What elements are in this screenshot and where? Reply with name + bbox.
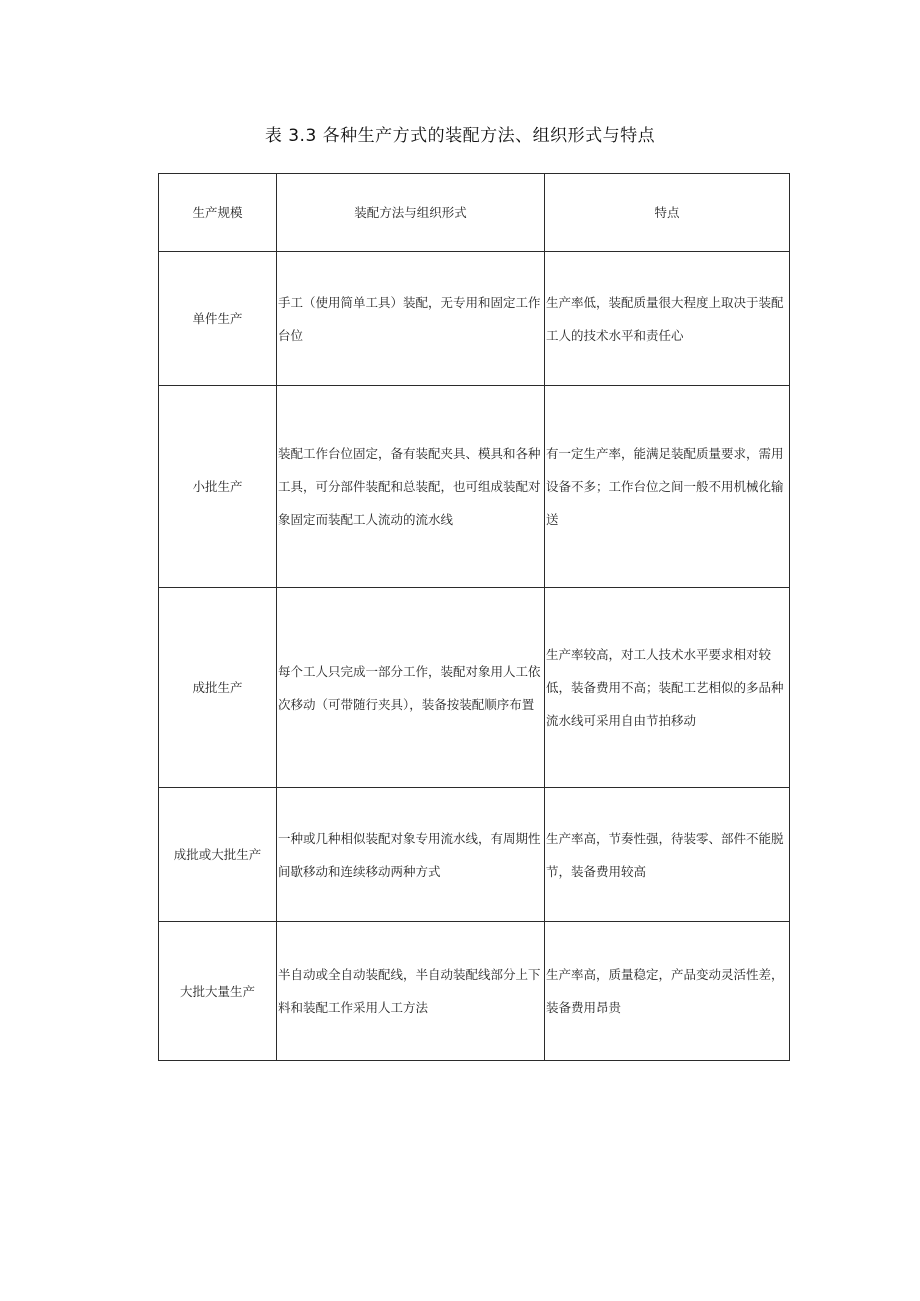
- production-methods-table: [158, 173, 790, 1061]
- table-row: [159, 252, 790, 386]
- header-method: 装配方法与组织形式: [277, 174, 545, 252]
- cell-feature: 生产率高，节奏性强，待装零、部件不能脱节，装备费用较高: [545, 788, 790, 922]
- table-row: [159, 386, 790, 588]
- cell-feature: 有一定生产率，能满足装配质量要求，需用设备不多；工作台位之间一般不用机械化输送: [545, 386, 790, 588]
- cell-scale: 成批或大批生产: [159, 788, 277, 922]
- cell-method: 装配工作台位固定，备有装配夹具、模具和各种工具，可分部件装配和总装配，也可组成装配对象固定而装配工人流动的流水线: [277, 386, 545, 588]
- header-feature: 特点: [545, 174, 790, 252]
- cell-method: 一种或几种相似装配对象专用流水线，有周期性间歇移动和连续移动两种方式: [277, 788, 545, 922]
- cell-scale: 大批大量生产: [159, 922, 277, 1061]
- cell-method: 每个工人只完成一部分工作，装配对象用人工依次移动（可带随行夹具），装备按装配顺序布置: [277, 588, 545, 788]
- cell-method: 手工（使用简单工具）装配，无专用和固定工作台位: [277, 252, 545, 386]
- table-row: [159, 788, 790, 922]
- table-title: 表 3.3 各种生产方式的装配方法、组织形式与特点: [264, 126, 656, 146]
- cell-method: 半自动或全自动装配线，半自动装配线部分上下料和装配工作采用人工方法: [277, 922, 545, 1061]
- cell-feature: 生产率低，装配质量很大程度上取决于装配工人的技术水平和责任心: [545, 252, 790, 386]
- cell-scale: 小批生产: [159, 386, 277, 588]
- header-scale: 生产规模: [159, 174, 277, 252]
- table-row: [159, 922, 790, 1061]
- cell-feature: 生产率高，质量稳定，产品变动灵活性差，装备费用昂贵: [545, 922, 790, 1061]
- cell-scale: 成批生产: [159, 588, 277, 788]
- cell-feature: 生产率较高，对工人技术水平要求相对较低，装备费用不高；装配工艺相似的多品种流水线可采用自由节拍移动: [545, 588, 790, 788]
- table-header-row: [159, 174, 790, 252]
- table-row: [159, 588, 790, 788]
- cell-scale: 单件生产: [159, 252, 277, 386]
